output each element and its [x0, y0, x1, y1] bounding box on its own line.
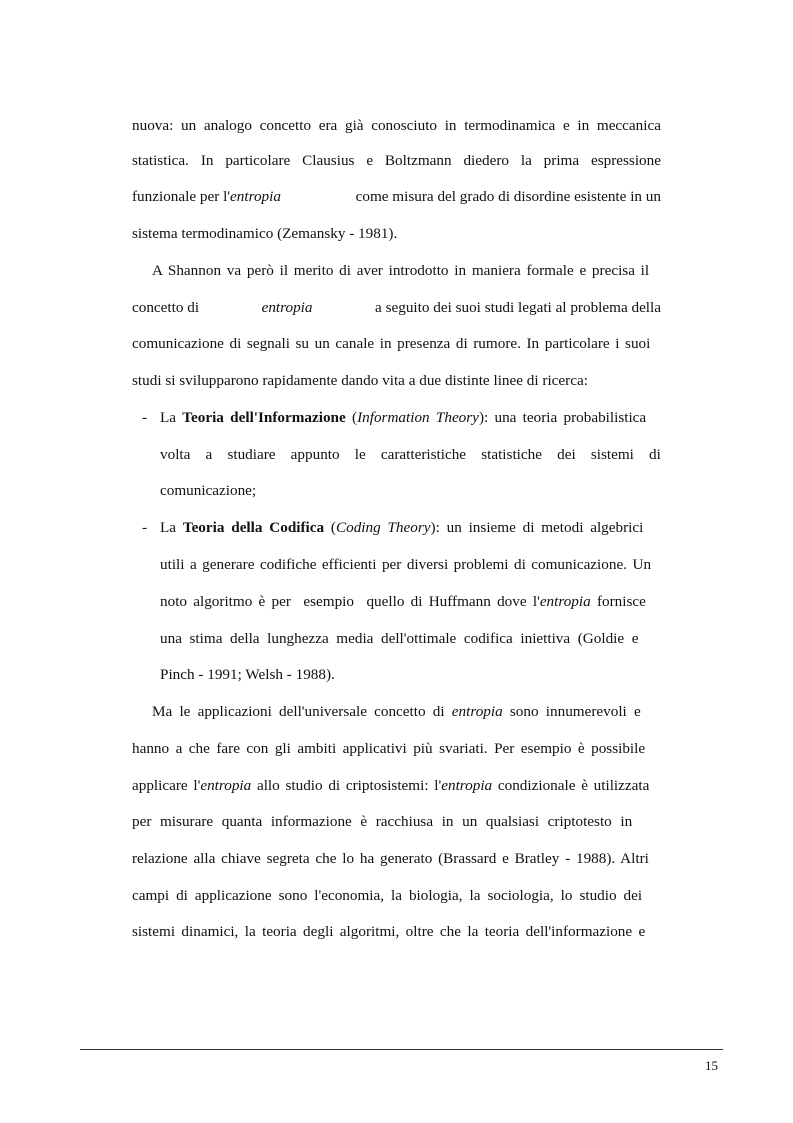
- line-p3-4: per misurare quanta informazione è racchiusa in un qualsiasi criptotesto in: [132, 813, 633, 830]
- term-entropia: entropia: [451, 703, 503, 720]
- bullet-2-line-1: La Teoria della Codifica (Coding Theory): un insieme di metodi algebrici: [160, 519, 644, 536]
- bullet-1-line-2: volta a studiare appunto le caratteristiche statistiche dei sistemi di: [160, 446, 661, 463]
- bullet-2-line-4: una stima della lunghezza media dell'ottimale codifica iniettiva (Goldie e: [160, 630, 639, 647]
- line-p3-3: applicare l'entropia allo studio di criptosistemi: l'entropia condizionale è utilizzata: [132, 777, 650, 794]
- line-p3-5: relazione alla chiave segreta che lo ha generato (Brassard e Bratley - 1988). Altri: [132, 850, 649, 867]
- bullet-dash-2: -: [142, 519, 148, 536]
- line-6: concetto di entropia a seguito dei suoi studi legati al problema della: [132, 299, 661, 316]
- bullet-2-line-2: utili a generare codifiche efficienti per diversi problemi di comunicazione. Un: [160, 556, 652, 573]
- term-entropia: entropia: [441, 777, 493, 794]
- line-2: statistica. In particolare Clausius e Boltzmann diedero la prima espressione: [132, 152, 661, 169]
- line-p3-1: Ma le applicazioni dell'universale concetto di entropia sono innumerevoli e: [152, 703, 641, 720]
- line-1: nuova: un analogo concetto era già conosciuto in termodinamica e in meccanica: [132, 117, 661, 134]
- line-4: sistema termodinamico (Zemansky - 1981).: [132, 225, 398, 242]
- line-7: comunicazione di segnali su un canale in presenza di rumore. In particolare i suoi: [132, 335, 651, 352]
- line-3: funzionale per l'entropia come misura del grado di disordine esistente in un: [132, 188, 661, 205]
- line-p3-7: sistemi dinamici, la teoria degli algoritmi, oltre che la teoria dell'informazione e: [132, 923, 646, 940]
- line-8: studi si svilupparono rapidamente dando vita a due distinte linee di ricerca:: [132, 372, 588, 389]
- bullet-dash-1: -: [142, 409, 148, 426]
- term-teoria-informazione: Teoria dell'Informazione: [182, 409, 346, 426]
- page-number: 15: [705, 1058, 718, 1073]
- bullet-1-line-3: comunicazione;: [160, 482, 257, 499]
- footer-rule: [80, 1049, 723, 1050]
- term-entropia: entropia: [200, 777, 252, 794]
- term-entropia: entropia: [539, 593, 591, 610]
- bullet-1-line-1: La Teoria dell'Informazione (Information Theory): una teoria probabilistica: [160, 409, 647, 426]
- term-entropia: entropia: [261, 299, 313, 316]
- line-p3-2: hanno a che fare con gli ambiti applicativi più svariati. Per esempio è possibile: [132, 740, 646, 757]
- line-5: A Shannon va però il merito di aver introdotto in maniera formale e precisa il: [152, 262, 650, 279]
- term-entropia: entropia: [230, 188, 281, 205]
- line-p3-6: campi di applicazione sono l'economia, la biologia, la sociologia, lo studio dei: [132, 887, 643, 904]
- bullet-2-line-3: noto algoritmo è per esempio quello di Huffmann dove l'entropia fornisce: [160, 593, 646, 610]
- term-teoria-codifica: Teoria della Codifica: [182, 519, 325, 536]
- bullet-2-line-5: Pinch - 1991; Welsh - 1988).: [160, 666, 335, 683]
